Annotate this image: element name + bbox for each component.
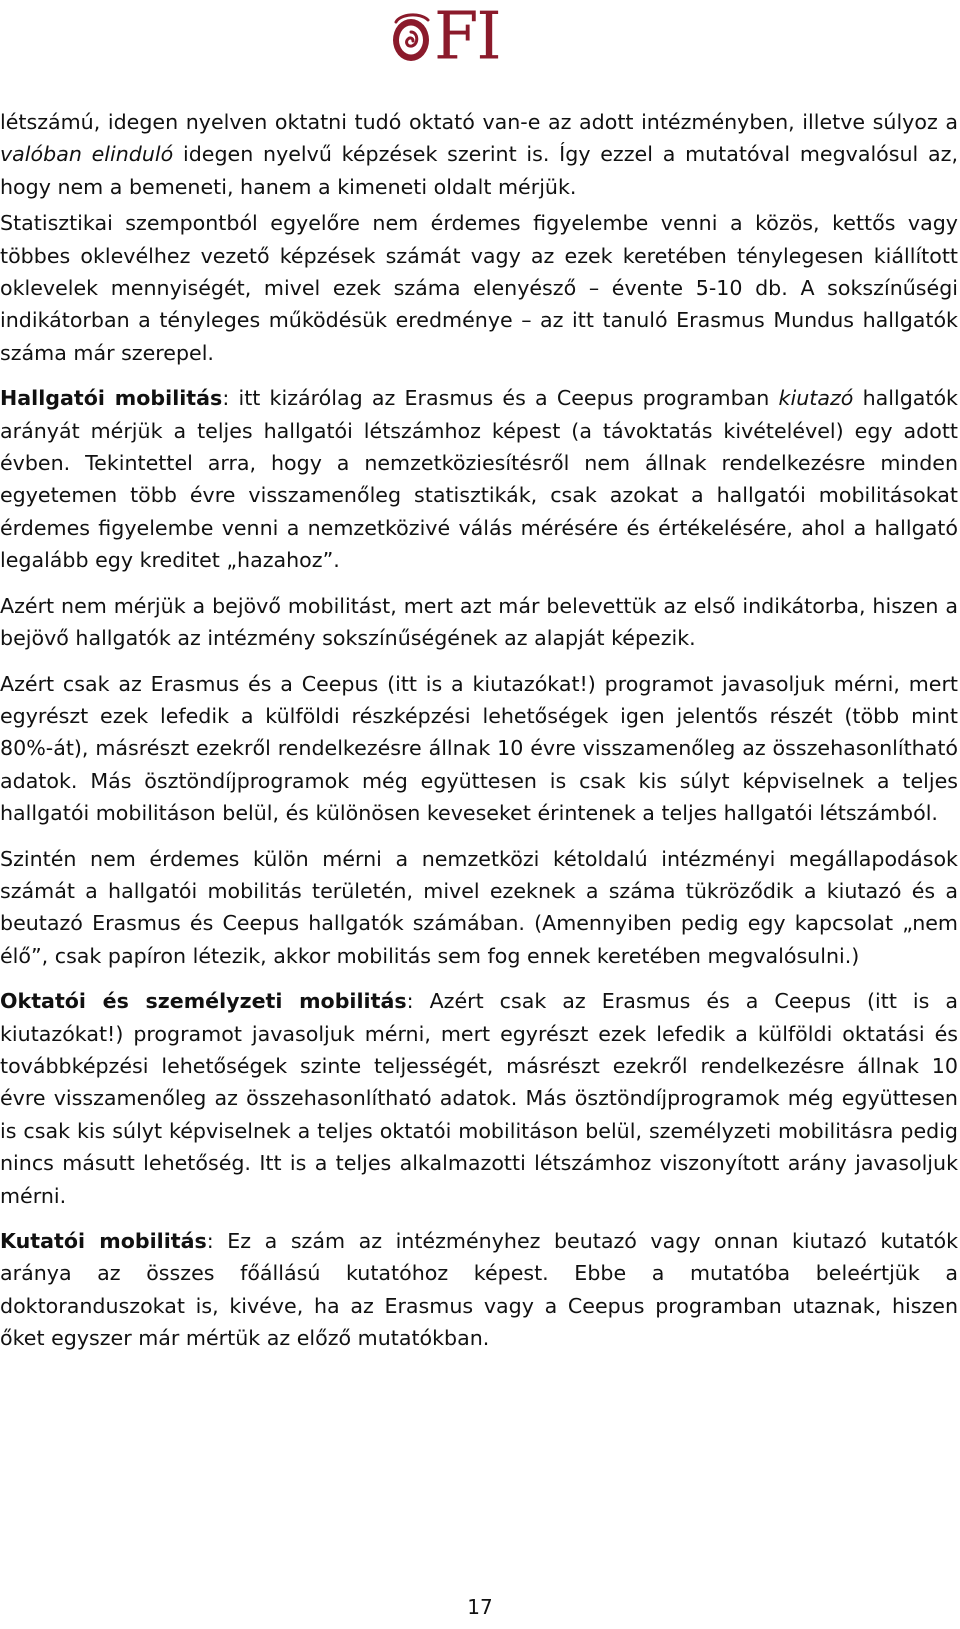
heading-oktatoi-mobilitas: Oktatói és személyzeti mobilitás	[0, 989, 407, 1014]
paragraph-6: Szintén nem érdemes külön mérni a nemzetközi kétoldalú intézményi megállapodások számát a hallgatói mobilitás területén, mivel ezeknek a száma tükröződik a kiutazó és a beutazó Erasmus és Ceepus hallgatók számában. (Amennyiben pedig egy kapcsolat „nem élő”, csak papíron létezik, akkor mobilitás sem fog ennek keretében megvalósulni.)	[0, 846, 958, 968]
paragraph-5: Azért csak az Erasmus és a Ceepus (itt is a kiutazókat!) programot javasoljuk mérni, mert egyrészt ezek lefedik a külföldi részképzési lehetőségek igen jelentős részét (több mint 80%-át), másrészt ezekről rendelkezésre állnak 10 évre visszamenőleg az összehasonlítható adatok. Más ösztöndíjprogramok még együttesen is csak kis súlyt képviselnek a teljes hallgatói mobilitáson belül, és különösen keveseket érintenek a teljes hallgatói létszámból.	[0, 671, 958, 826]
paragraph-hallgatoi-mobilitas: Hallgatói mobilitás: itt kizárólag az Erasmus és a Ceepus programban kiutazó hallgatók arányát mérjük a teljes hallgatói létszámhoz képest (a távoktatás kivételével) egy adott évben. Tekintettel arra, hogy a nemzetköziesítésről nem állnak rendelkezésre minden egyetemen több évre visszamenőleg statisztikák, csak azokat a hallgatói mobilitásokat érdemes figyelembe venni a nemzetközivé válás mérésére és értékelésére, ahol a hallgató legalább egy kreditet „hazahoz”.	[0, 386, 958, 573]
ofi-logo	[390, 0, 520, 75]
paragraph-oktatoi-mobilitas: Oktatói és személyzeti mobilitás: Azért csak az Erasmus és a Ceepus (itt is a kiutazókat!) programot javasoljuk mérni, mert egyrészt ezek lefedik a külföldi oktatási és továbbképzési lehetőségek szinte teljességét, másrészt ezekről rendelkezésre állnak 10 évre visszamenőleg az összehasonlítható adatok. Más ösztöndíjprogramok még együttesen is csak kis súlyt képviselnek a teljes oktatói mobilitáson belül, személyzeti mobilitásra pedig nincs másutt lehetőség. Itt is a teljes alkalmazotti létszámhoz viszonyított arány javasoljuk mérni.	[0, 989, 959, 1208]
paragraph-2: Statisztikai szempontból egyelőre nem érdemes figyelembe venni a közös, kettős vagy többes oklevélhez vezető képzések számát vagy az ezek keretében ténylegesen kiállított oklevelek mennyiségét, mivel ezek száma elenyésző – évente 5-10 db. A sokszínűségi indikátorban a tényleges működésük eredménye – az itt tanuló Erasmus Mundus hallgatók száma már szerepel.	[0, 211, 958, 365]
paragraph-4: Azért nem mérjük a bejövő mobilitást, mert azt már belevettük az első indikátorba, hiszen a bejövő hallgatók az intézmény sokszínűségének az alapját képezik.	[0, 593, 958, 651]
page-number: 17	[467, 1595, 493, 1619]
page-header	[0, 0, 960, 80]
document-body	[0, 106, 958, 1368]
heading-hallgatoi-mobilitas: Hallgatói mobilitás	[0, 386, 223, 411]
paragraph-kutatoi-mobilitas: Kutatói mobilitás: Ez a szám az intézményhez beutazó vagy onnan kiutazó kutatók aránya az összes főállású kutatóhoz képest. Ebbe a mutatóba beleértjük a doktoranduszokat is, kivéve, ha az Erasmus vagy a Ceepus programban utaznak, hiszen őket egyszer már mértük az előző mutatókban.	[0, 1229, 958, 1351]
heading-kutatoi-mobilitas: Kutatói mobilitás	[0, 1229, 207, 1253]
spiral-o-icon	[390, 10, 432, 64]
logo-text: FI	[434, 0, 500, 75]
paragraph-1: létszámú, idegen nyelven oktatni tudó oktató van-e az adott intézményben, illetve súlyoz a valóban elinduló idegen nyelvű képzések szerint is. Így ezzel a mutatóval megvalósul az, hogy nem a bemeneti, hanem a kimeneti oldalt mérjük.	[0, 110, 959, 199]
